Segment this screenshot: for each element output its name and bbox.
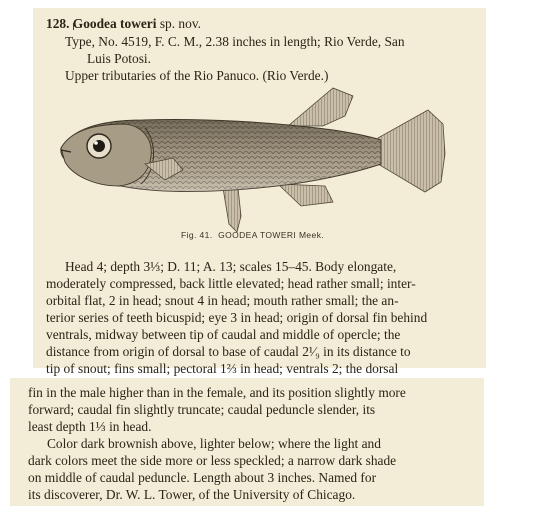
- fish-illustration: [33, 84, 486, 244]
- ventral-fin: [223, 188, 241, 232]
- species-name: Goodea toweri: [72, 16, 157, 31]
- lower-page-scan: [10, 378, 484, 506]
- figure-caption: [181, 230, 324, 240]
- description-line: orbital flat, 2 in head; snout 4 in head; mouth rather small; the an-: [46, 293, 399, 308]
- description-line: terior series of teeth bicuspid; eye 3 in head; origin of dorsal fin behind: [46, 310, 428, 325]
- description-line: moderately compressed, back little elevated; head rather small; inter-: [46, 276, 416, 291]
- figure-name: GOODEA TOWERI: [218, 230, 297, 240]
- description-line: Head 4; depth 3⅓; D. 11; A. 13; scales 15–45. Body elongate,: [65, 259, 397, 274]
- description-line: ventrals, midway between tip of caudal and middle of opercle; the: [46, 327, 401, 342]
- description-line: tip of snout; fins small; pectoral 1⅔ in head; ventrals 2; the dorsal: [46, 361, 399, 376]
- distribution-line: Upper tributaries of the Rio Panuco. (Rio Verde.): [65, 68, 329, 83]
- color-line: Color dark brownish above, lighter below; where the light and: [47, 436, 381, 451]
- figure-label: Fig. 41.: [181, 230, 213, 240]
- type-line: Luis Potosi.: [87, 51, 151, 66]
- continuation-line: least depth 1⅓ in head.: [28, 419, 152, 434]
- figure-author: Meek.: [298, 230, 325, 240]
- description-line: distance from origin of dorsal to base of caudal 2¹⁄₉ in its distance to: [46, 344, 411, 359]
- species-number: 128.: [46, 16, 70, 31]
- caudal-fin: [378, 110, 445, 192]
- type-line: Type, No. 4519, F. C. M., 2.38 inches in length; Rio Verde, San: [65, 34, 405, 49]
- species-status: sp. nov.: [159, 16, 201, 31]
- color-line: its discoverer, Dr. W. L. Tower, of the University of Chicago.: [28, 487, 356, 502]
- color-line: dark colors meet the side more or less speckled; a narrow dark shade: [28, 453, 397, 468]
- dorsal-fin: [288, 88, 353, 126]
- upper-page-scan: [33, 8, 486, 376]
- color-line: on middle of caudal peduncle. Length about 3 inches. Named for: [28, 470, 377, 485]
- continuation-line: forward; caudal fin slightly truncate; caudal peduncle slender, its: [28, 402, 376, 417]
- continuation-line: fin in the male higher than in the female, and its position slightly more: [28, 385, 406, 400]
- species-heading: [46, 15, 201, 32]
- anal-fin: [278, 184, 333, 206]
